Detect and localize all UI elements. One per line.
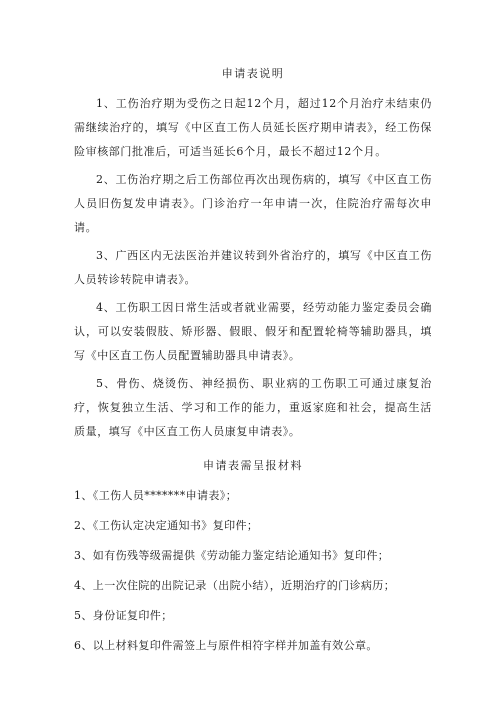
materials-item-4: 4、上一次住院的出院记录（出院小结），近期治疗的门诊病历； (74, 579, 396, 592)
materials-item-1: 1、《工伤人员*******申请表》； (74, 489, 238, 502)
materials-title: 申请表需呈报材料 (203, 459, 303, 472)
paragraph-1: 1、工伤治疗期为受伤之日起12个月，超过12个月治疗未结束仍需继续治疗的，填写《中区直工伤人员延长医疗期申请表》，经工伤保险审核部门批准后，可适当延长6个月，最长不超过12个月。 (74, 97, 432, 158)
materials-item-3: 3、如有伤残等级需提供《劳动能力鉴定结论通知书》复印件； (74, 549, 390, 562)
paragraph-4: 4、工伤职工因日常生活或者就业需要，经劳动能力鉴定委员会确认，可以安装假肢、矫形器、假眼、假牙和配置轮椅等辅助器具，填写《中区直工伤人员配置辅助器具申请表》。 (74, 301, 432, 362)
paragraph-5: 5、骨伤、烧烫伤、神经损伤、职业病的工伤职工可通过康复治疗，恢复独立生活、学习和工作的能力，重返家庭和社会，提高生活质量，填写《中区直工伤人员康复申请表》。 (74, 377, 432, 438)
materials-item-6: 6、以上材料复印件需签上与原件相符字样并加盖有效公章。 (74, 639, 378, 652)
materials-item-2: 2、《工伤认定决定通知书》复印件； (74, 519, 259, 532)
paragraph-3: 3、广西区内无法医治并建议转到外省治疗的，填写《中区直工伤人员转诊转院申请表》。 (74, 249, 432, 286)
document-title: 申请表说明 (221, 67, 285, 80)
materials-item-5: 5、身份证复印件； (74, 609, 173, 622)
paragraph-2: 2、工伤治疗期之后工伤部位再次出现伤病的，填写《中区直工伤人员旧伤复发申请表》。门诊治疗一年申请一次，住院治疗需每次申请。 (74, 173, 432, 234)
document-page (74, 62, 432, 664)
